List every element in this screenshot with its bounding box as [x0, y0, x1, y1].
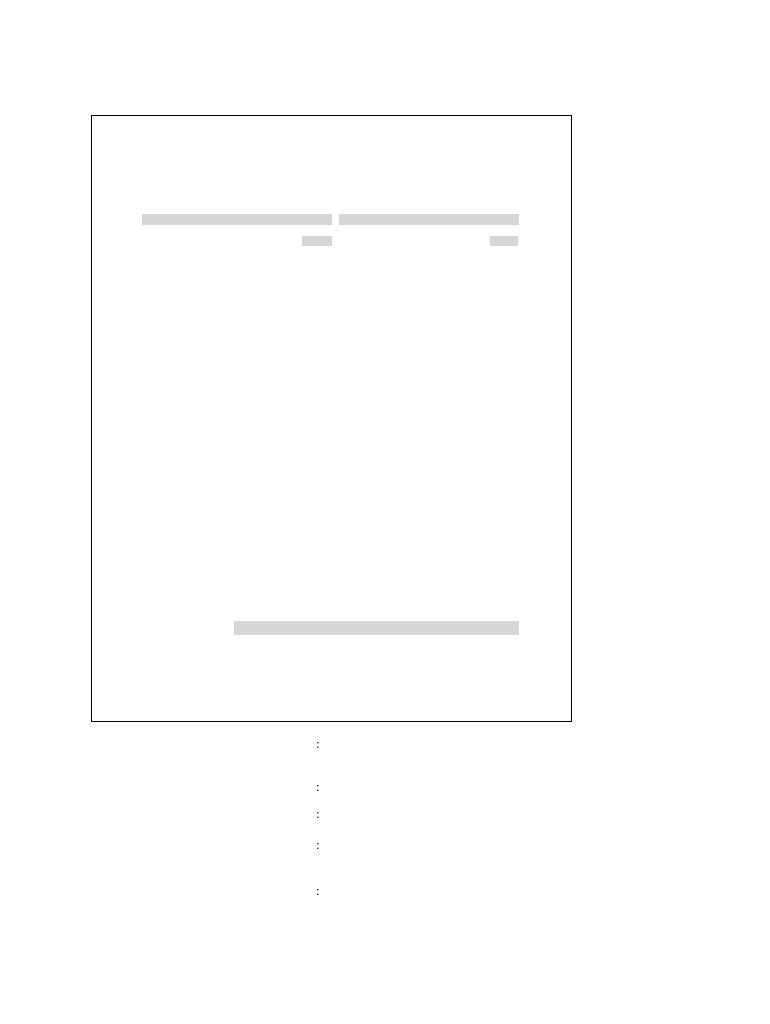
procedure-colon: : — [316, 883, 320, 898]
field-3-shade — [302, 236, 332, 246]
procedure-colon: : — [316, 806, 320, 821]
field-4-shade — [490, 236, 518, 246]
procedure-colon: : — [316, 736, 320, 751]
form-preview-frame — [91, 115, 572, 722]
procedure-colon: : — [316, 837, 320, 852]
procedure-colon: : — [316, 779, 320, 794]
field-2-shade — [339, 214, 519, 225]
field-1-shade — [142, 214, 332, 225]
field-39-shade — [234, 621, 519, 635]
